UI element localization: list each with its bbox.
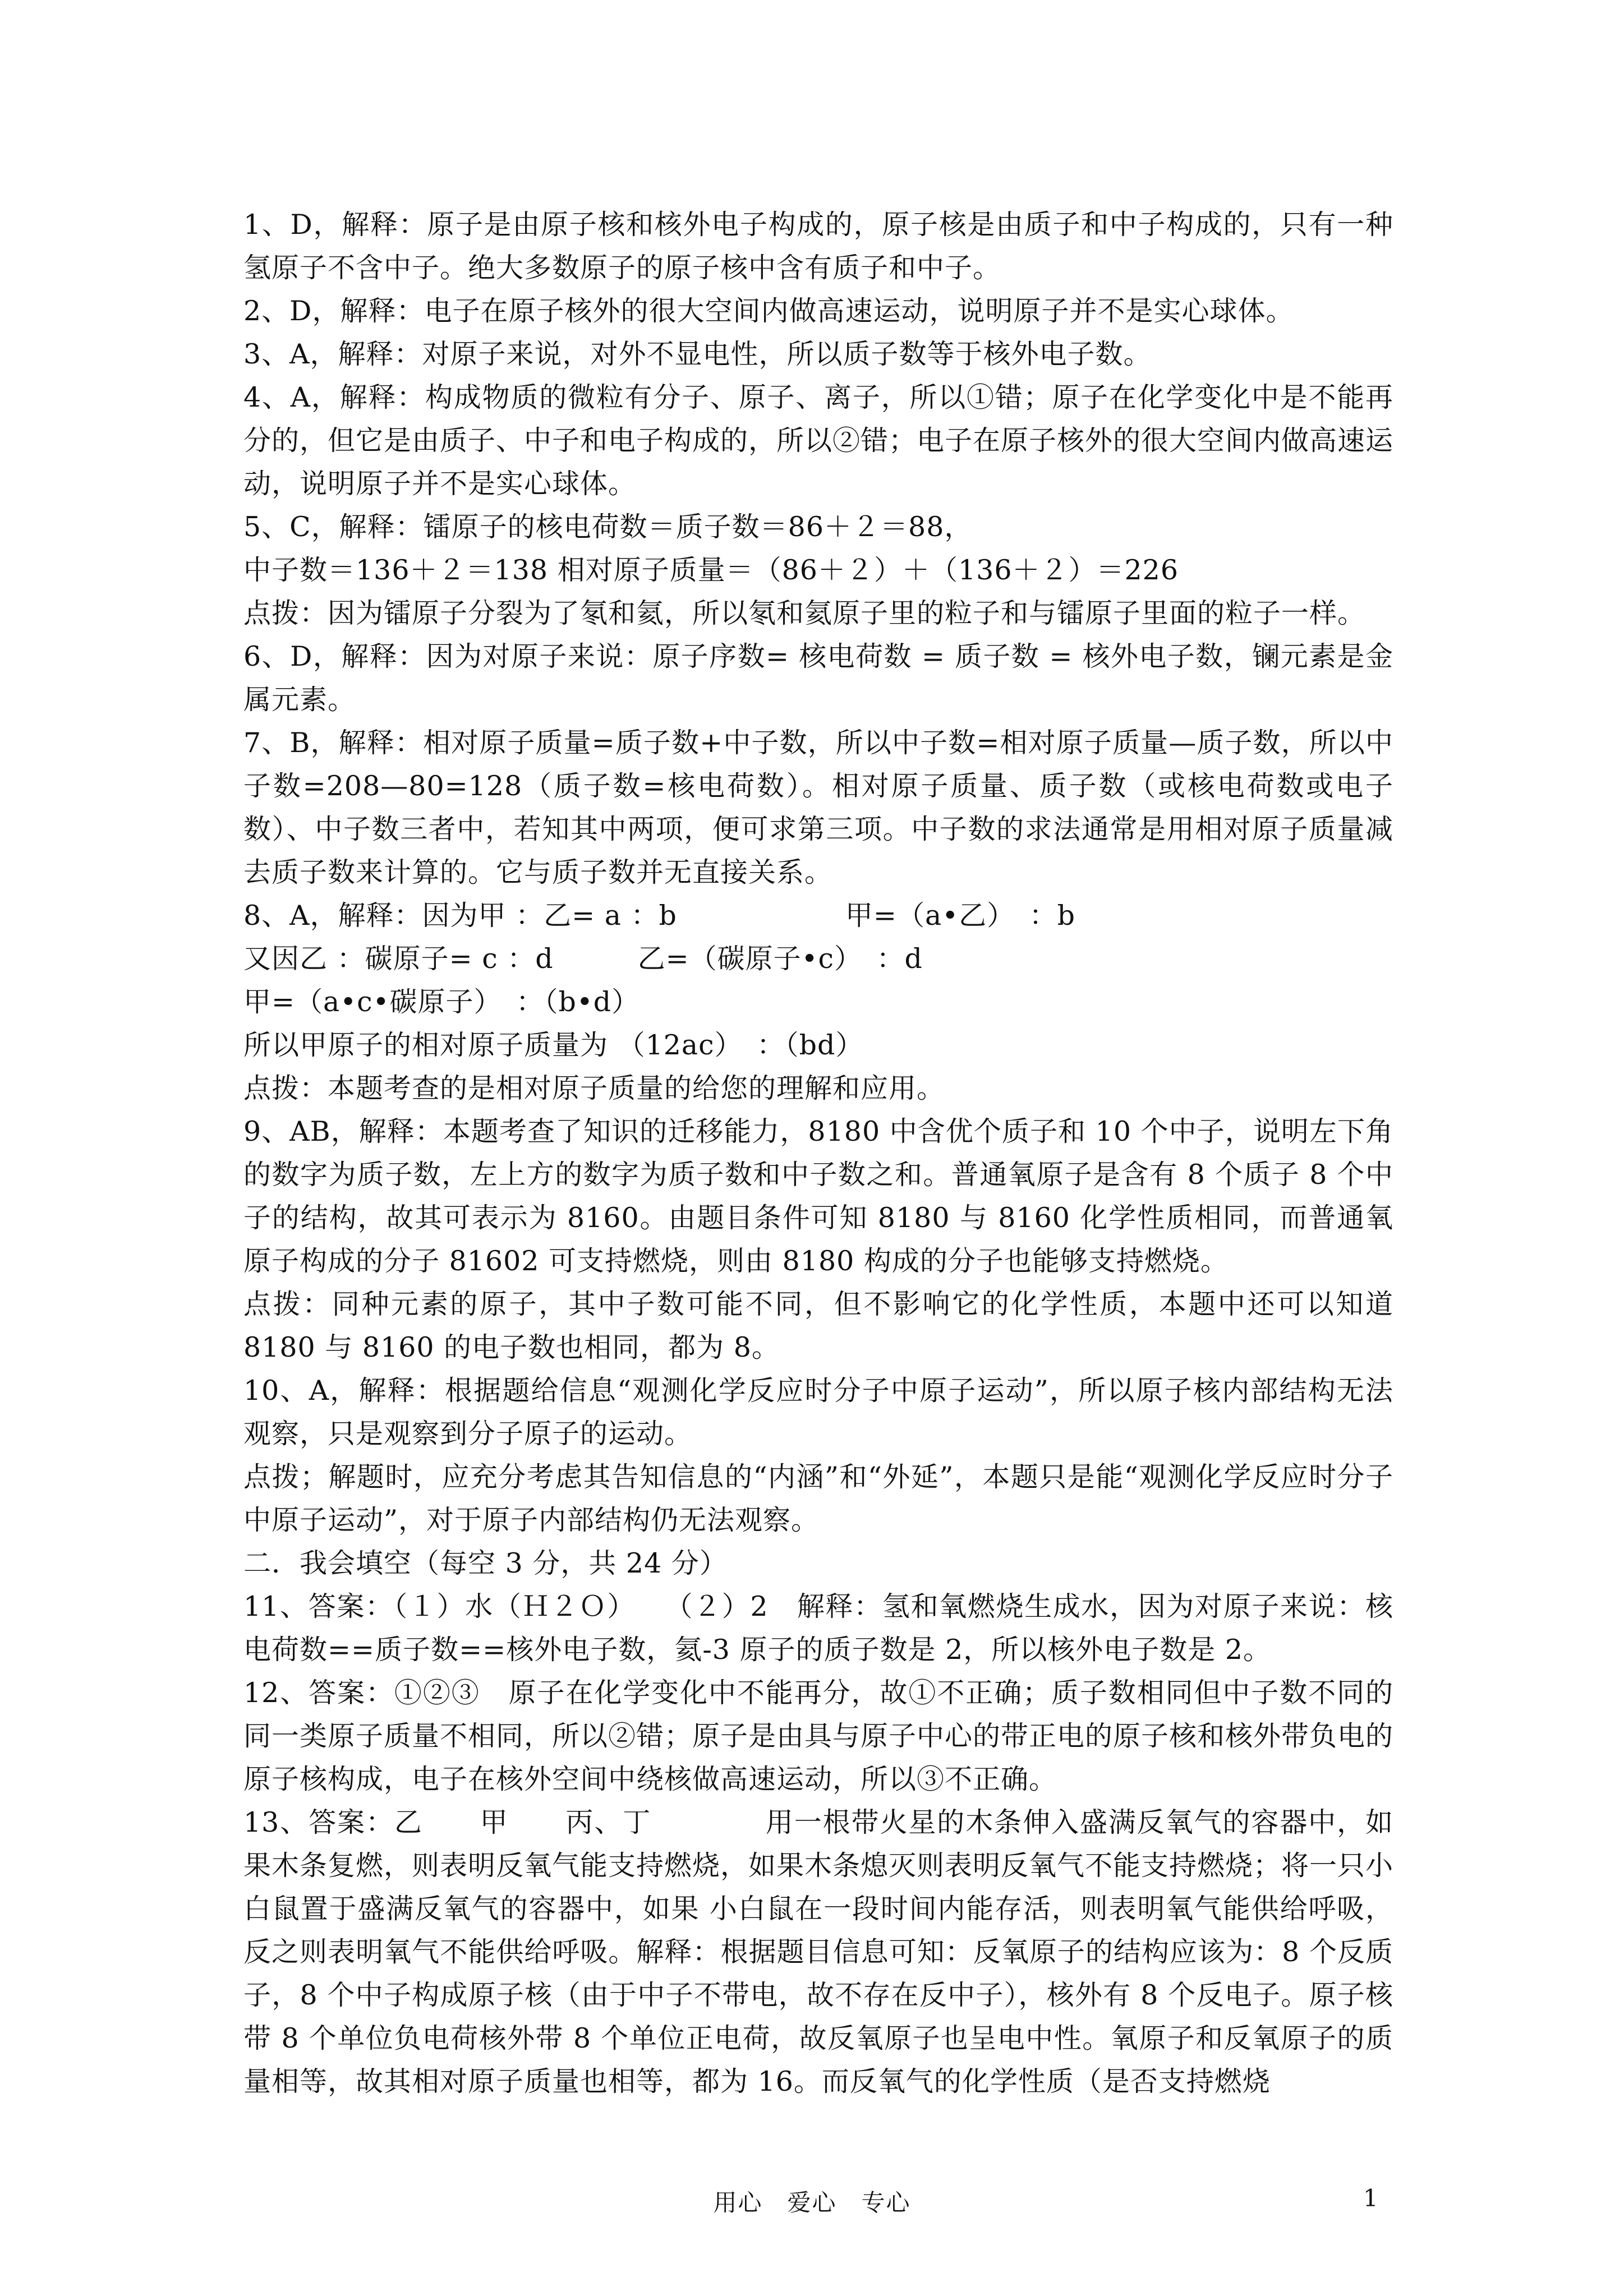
answer-11: 11、答案：（１）水（Ｈ２Ｏ） （２）2 解释：氢和氧燃烧生成水，因为对原子来说：核电荷数==质子数==核外电子数，氦-3 原子的质子数是 2，所以核外电子数是 2。 — [243, 1590, 1393, 1666]
section-heading: 二．我会填空（每空 3 分，共 24 分） — [243, 1547, 728, 1579]
answer-5-calc: 中子数＝136＋２＝138 相对原子质量＝（86＋２）＋（136＋２）＝226 — [243, 554, 1179, 586]
answer-6: 6、D，解释：因为对原子来说：原子序数= 核电荷数 = 质子数 = 核外电子数，镧元素是金属元素。 — [243, 640, 1393, 716]
answer-5-note: 点拨：因为镭原子分裂为了氡和氦，所以氡和氦原子里的粒子和与镭原子里面的粒子一样。 — [243, 597, 1366, 629]
answer-10: 10、A，解释：根据题给信息“观测化学反应时分子中原子运动”，所以原子核内部结构无法观察，只是观察到分子原子的运动。 — [243, 1375, 1393, 1450]
answer-8-note: 点拨：本题考查的是相对原子质量的给您的理解和应用。 — [243, 1072, 945, 1104]
answer-8-line2: 又因乙 ：碳原子= c ：d 乙=（碳原子•c） ：d — [243, 943, 923, 975]
answer-1: 1、D，解释：原子是由原子核和核外电子构成的，原子核是由质子和中子构成的，只有一种氢原子不含中子。绝大多数原子的原子核中含有质子和中子。 — [243, 209, 1393, 284]
answer-7: 7、B，解释：相对原子质量=质子数+中子数，所以中子数=相对原子质量—质子数，所以中子数=208—80=128（质子数=核电荷数）。相对原子质量、质子数（或核电荷数或电子数）、中子数三者中，若知其中两项，便可求第三项。中子数的求法通常是用相对原子质量减去质子数来计算的。它与质子数并无直接关系。 — [243, 727, 1393, 888]
answer-8-line3: 甲=（a•c•碳原子） ：（b•d） — [243, 986, 640, 1018]
answer-9: 9、AB，解释：本题考查了知识的迁移能力，8180 中含优个质子和 10 个中子，说明左下角的数字为质子数，左上方的数字为质子数和中子数之和。普通氧原子是含有 8 个质子 8 个中子的结构，故其可表示为 8160。由题目条件可知 8180 与 8160 化学性质相同，而普通氧原子构成的分子 81602 可支持燃烧，则由 8180 构成的分子也能够支持燃烧。 — [243, 1115, 1393, 1277]
answer-body — [243, 203, 1393, 2103]
answer-5: 5、C，解释：镭原子的核电荷数＝质子数＝86＋２＝88， — [243, 511, 973, 543]
answer-4: 4、A，解释：构成物质的微粒有分子、原子、离子，所以①错；原子在化学变化中是不能再分的，但它是由质子、中子和电子构成的，所以②错；电子在原子核外的很大空间内做高速运动，说明原子并不是实心球体。 — [243, 381, 1394, 500]
page-number: 1 — [1363, 2184, 1378, 2212]
answer-12: 12、答案：①②③ 原子在化学变化中不能再分，故①不正确；质子数相同但中子数不同的同一类原子质量不相同，所以②错；原子是由具与原子中心的带正电的原子核和核外带负电的原子核构成，电子在核外空间中绕核做高速运动，所以③不正确。 — [243, 1677, 1394, 1795]
page-footer — [0, 2184, 1624, 2224]
answer-3: 3、A，解释：对原子来说，对外不显电性，所以质子数等于核外电子数。 — [243, 338, 1152, 370]
answer-8-line4: 所以甲原子的相对原子质量为 （12ac） ：（bd） — [243, 1029, 864, 1061]
answer-8: 8、A，解释：因为甲 ：乙= a ：b 甲=（a•乙） ：b — [243, 900, 1075, 932]
answer-9-note: 点拨：同种元素的原子，其中子数可能不同，但不影响它的化学性质，本题中还可以知道 8180 与 8160 的电子数也相同，都为 8。 — [243, 1288, 1393, 1363]
answer-2: 2、D，解释：电子在原子核外的很大空间内做高速运动，说明原子并不是实心球体。 — [243, 295, 1294, 327]
answer-10-note: 点拨；解题时，应充分考虑其告知信息的“内涵”和“外延”，本题只是能“观测化学反应时分子中原子运动”，对于原子内部结构仍无法观察。 — [243, 1461, 1393, 1536]
answer-13: 13、答案：乙 甲 丙、丁 用一根带火星的木条伸入盛满反氧气的容器中，如果木条复燃，则表明反氧气能支持燃烧，如果木条熄灭则表明反氧气不能支持燃烧；将一只小白鼠置于盛满反氧气的容器中，如果 小白鼠在一段时间内能存活，则表明氧气能供给呼吸，反之则表明氧气不能供给呼吸。解释：根据题目信息可知：反氧原子的结构应该为：8 个反质子，8 个中子构成原子核（由于中子不带电，故不存在反中子），核外有 8 个反电子。原子核带 8 个单位负电荷核外带 8 个单位正电荷，故反氧原子也呈电中性。氧原子和反氧原子的质量相等，故其相对原子质量也相等，都为 16。而反氧气的化学性质（是否支持燃烧 — [243, 1806, 1394, 2097]
footer-motto: 用心 爱心 专心 — [713, 2189, 911, 2216]
